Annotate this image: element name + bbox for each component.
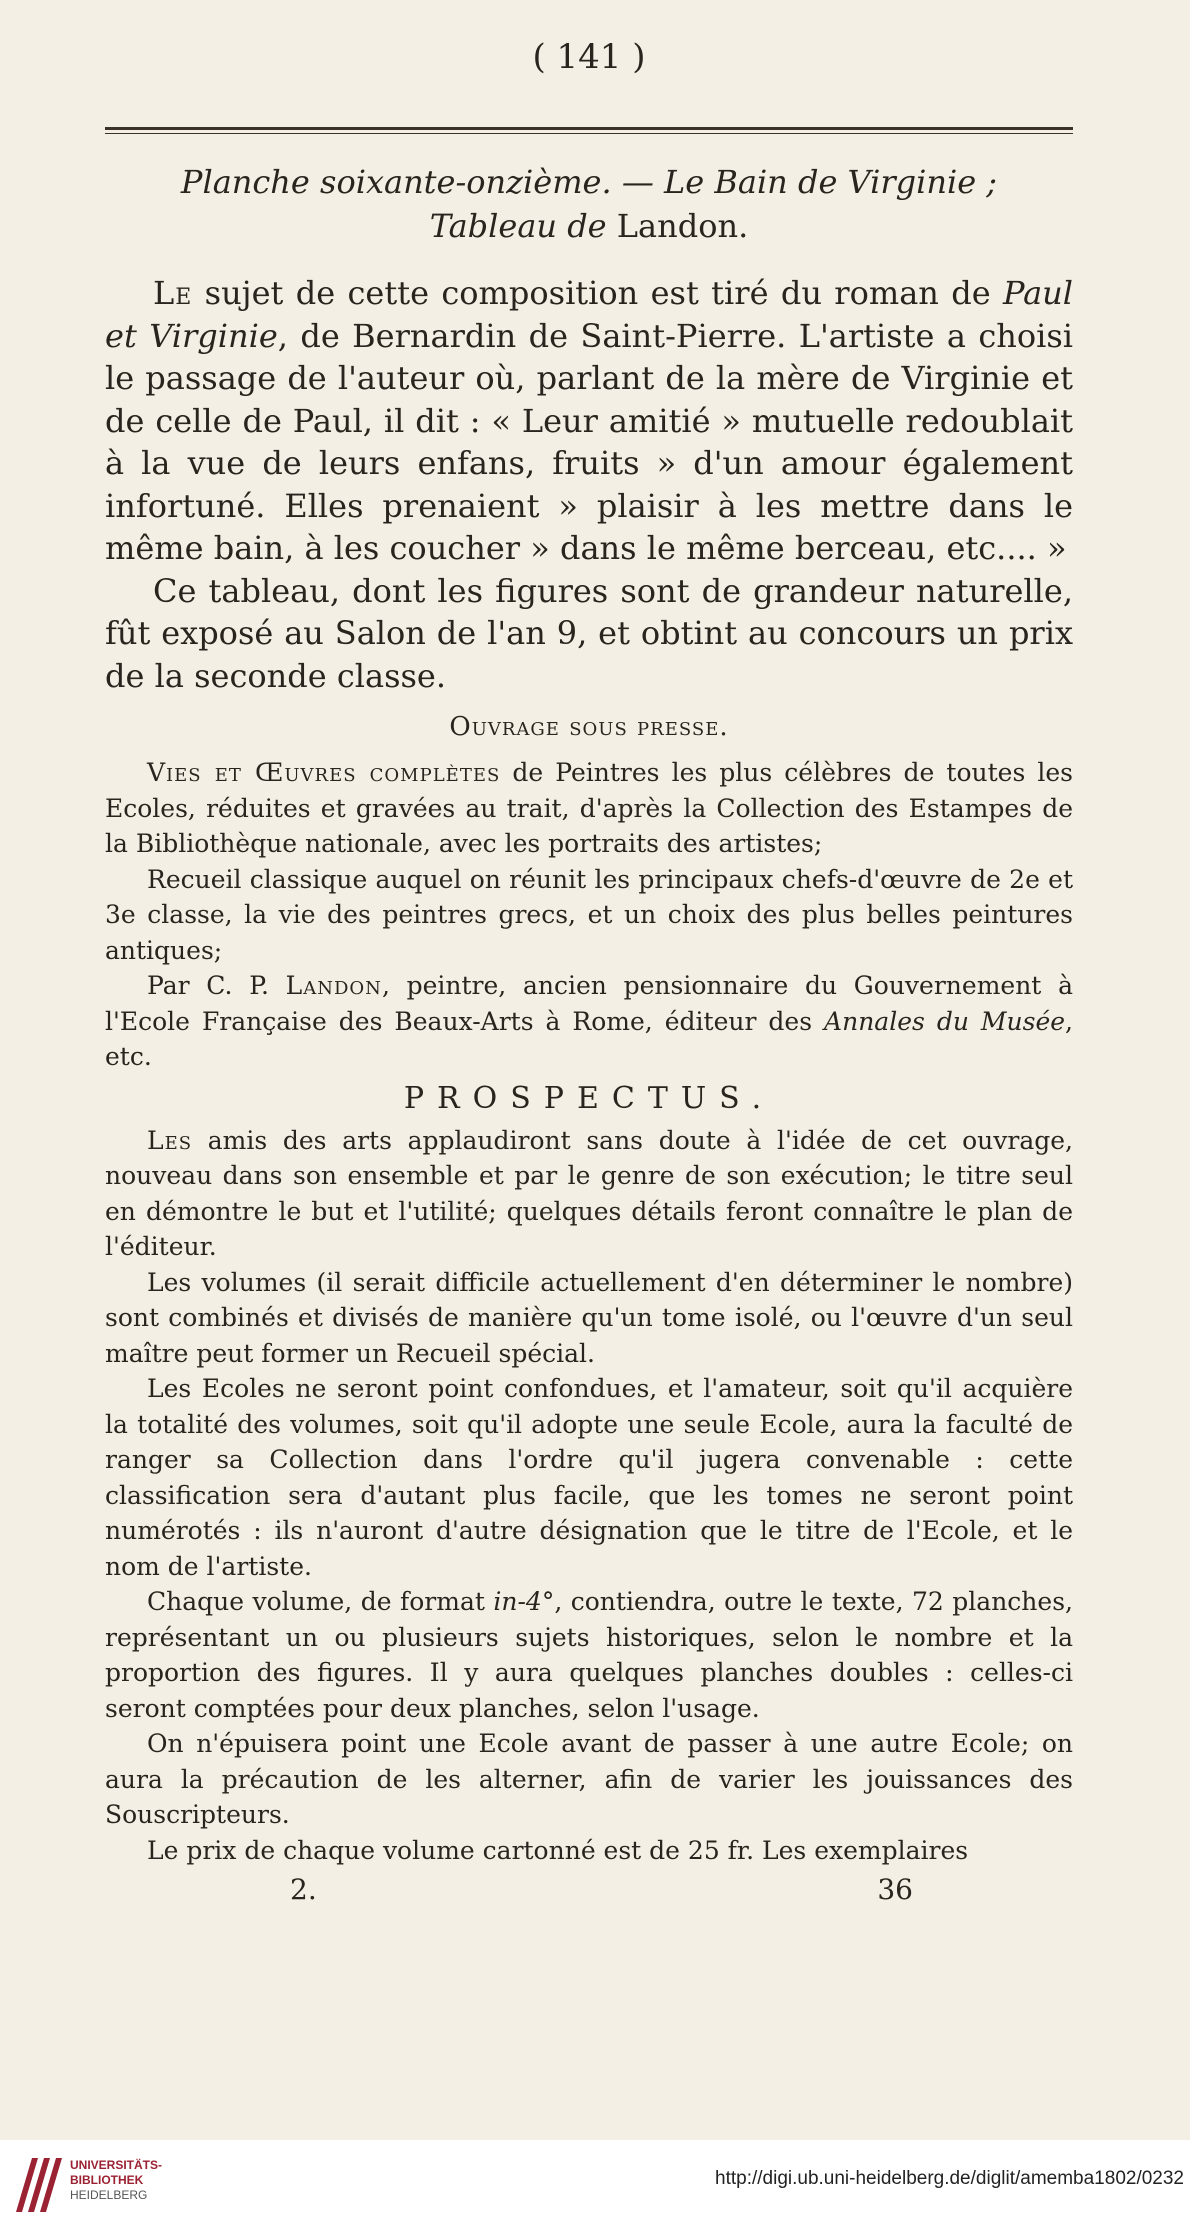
page-text xyxy=(105,30,1073,1910)
source-url-link[interactable]: http://digi.ub.uni-heidelberg.de/diglit/amemba1802/0232 xyxy=(715,2168,1184,2189)
plate-title: Planche soixante-onzième. — Le Bain de Virginie ; xyxy=(180,163,998,201)
plate-subtitle xyxy=(105,204,1073,248)
catchword: 36 xyxy=(877,1873,913,1906)
work-title: Vies et Œuvres complètes xyxy=(147,758,501,787)
section-heading-ouvrage: Ouvrage sous presse. xyxy=(449,712,729,742)
book-title: Paul et Virginie xyxy=(105,274,1073,355)
section-heading-prospectus: PROSPECTUS. xyxy=(403,1080,775,1116)
prospectus-paragraph: On n'épuisera point une Ecole avant de passer à une autre Ecole; on aura la précaution de les alterner, afin de varier les jouissances des Souscripteurs. xyxy=(105,1729,1073,1829)
prospectus-paragraph: Les Ecoles ne seront point confondues, et l'amateur, soit qu'il acquière la totalité des volumes, soit qu'il adopte une seule Ecole, aura la faculté de ranger sa Collection dans l'ordre qu'il jugera convenable : cette classification sera d'autant plus facile, que les tomes ne seront point numérotés : ils n'auront d'autre désignation que le titre de l'Ecole, et le nom de l'artiste. xyxy=(105,1374,1073,1581)
author-paragraph: Par C. P. Landon, peintre, ancien pensionnaire du Gouvernement à l'Ecole Française des Beaux-Arts à Rome, éditeur des Annales du Musée, etc. xyxy=(105,971,1073,1071)
subtitle-italic: Tableau de xyxy=(429,207,607,245)
prospectus-paragraph: Les volumes (il serait difficile actuellement d'en déterminer le nombre) sont combinés et divisés de manière qu'un tome isolé, ou l'œuvre d'un seul maître peut former un Recueil spécial. xyxy=(105,1267,1073,1368)
lead-word: Le xyxy=(153,274,193,312)
prospectus-paragraph: Le prix de chaque volume cartonné est de 25 fr. Les exemplaires xyxy=(147,1835,969,1865)
prospectus-paragraph: Les amis des arts applaudiront sans doute à l'idée de cet ouvrage, nouveau dans son ensemble et par le genre de son exécution; le titre seul en démontre le but et l'utilité; quelques détails feront connaître le plan de l'éditeur. xyxy=(105,1125,1073,1261)
recueil-paragraph: Recueil classique auquel on réunit les principaux chefs-d'œuvre de 2e et 3e classe, la vie des peintres grecs, et un choix des plus belles peintures antiques; xyxy=(105,864,1073,965)
university-seal-icon xyxy=(12,2150,64,2218)
digitization-footer xyxy=(0,2140,1196,2229)
signature-mark: 2. xyxy=(290,1873,317,1906)
exhibition-paragraph: Ce tableau, dont les figures sont de grandeur naturelle, fût exposé au Salon de l'an 9, et obtint au concours un prix de la seconde classe. xyxy=(105,571,1073,695)
page-number: ( 141 ) xyxy=(532,37,646,77)
subtitle-name: Landon. xyxy=(606,207,749,245)
header-rule xyxy=(105,127,1073,134)
work-title-paragraph: Vies et Œuvres complètes de Peintres les plus célèbres de toutes les Ecoles, réduites et gravées au trait, d'après la Collection des Estampes de la Bibliothèque nationale, avec les portraits des artistes; xyxy=(105,758,1074,858)
annales-title: Annales du Musée xyxy=(824,1006,1066,1036)
author-name: Landon xyxy=(285,971,382,1000)
format-label: in-4° xyxy=(493,1587,555,1616)
page-bottom-line xyxy=(105,1870,1073,1910)
description-paragraph: Le sujet de cette composition est tiré du roman de Paul et Virginie, de Bernardin de Saint-Pierre. L'artiste a choisi le passage de l'auteur où, parlant de la mère de Virginie et de celle de Paul, il dit : « Leur amitié » mutuelle redoublait à la vue de leurs enfans, fruits » d'un amour également infortuné. Elles prenaient » plaisir à les mettre dans le même bain, à les coucher » dans le même berceau, etc.... » xyxy=(105,274,1073,567)
prospectus-paragraph: Chaque volume, de format in-4°, contiendra, outre le texte, 72 planches, représentant un ou plusieurs sujets historiques, selon le nombre et la proportion des figures. Il y aura quelques planches doubles : celles-ci seront comptées pour deux planches, selon l'usage. xyxy=(105,1587,1073,1723)
institution-name: UNIVERSITÄTS- BIBLIOTHEK HEIDELBERG xyxy=(70,2158,163,2202)
